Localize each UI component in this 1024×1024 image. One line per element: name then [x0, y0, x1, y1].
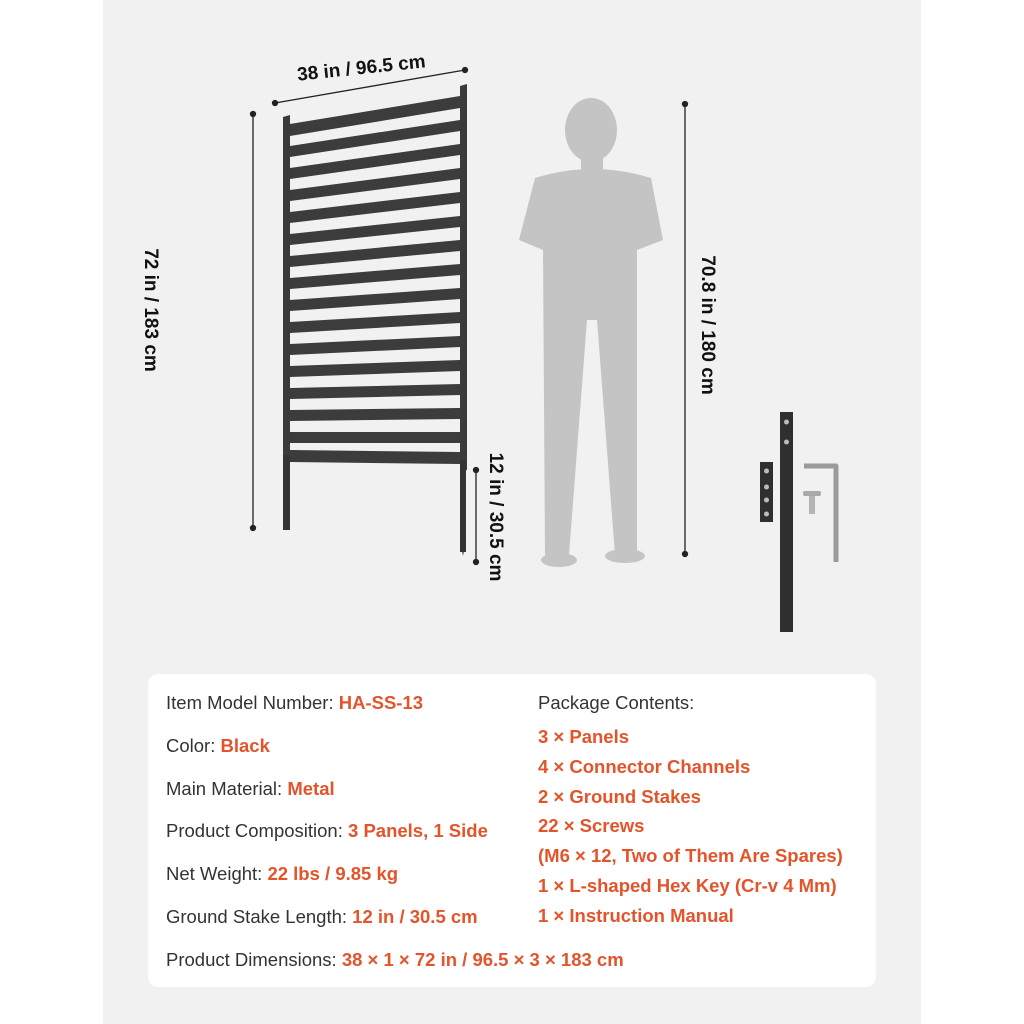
spec-material [166, 778, 335, 800]
spec-value: 22 lbs / 9.85 kg [267, 863, 399, 884]
product-info-page [103, 0, 921, 1024]
height-dimension-label: 72 in / 183 cm [140, 248, 161, 372]
spec-label: Ground Stake Length: [166, 906, 353, 927]
package-item: (M6 × 12, Two of Them Are Spares) [538, 845, 843, 867]
spec-value: Metal [287, 778, 335, 799]
spec-value: 38 × 1 × 72 in / 96.5 × 3 × 183 cm [341, 949, 624, 970]
spec-value: HA-SS-13 [338, 692, 424, 713]
fence-panel [283, 84, 467, 556]
illustration-svg [103, 0, 921, 660]
spec-label: Product Dimensions: [166, 949, 342, 970]
package-contents-heading: Package Contents: [538, 692, 695, 713]
package-contents-list [538, 722, 843, 931]
spec-weight [166, 863, 398, 885]
spec-value: 12 in / 30.5 cm [352, 906, 478, 927]
spec-label: Item Model Number: [166, 692, 339, 713]
spec-label: Color: [166, 735, 221, 756]
spec-model-number [166, 692, 423, 714]
package-item: 4 × Connector Channels [538, 755, 751, 777]
product-illustration [103, 0, 921, 660]
spec-color [166, 735, 270, 757]
stake-dimension-label: 12 in / 30.5 cm [485, 452, 506, 582]
spec-value: Black [220, 735, 270, 756]
spec-value: 3 Panels, 1 Side [348, 820, 488, 841]
spec-composition [166, 820, 488, 842]
spec-label: Net Weight: [166, 863, 268, 884]
spec-label: Main Material: [166, 778, 288, 799]
package-item: 1 × L-shaped Hex Key (Cr-v 4 Mm) [538, 874, 837, 896]
hardware-parts [760, 412, 836, 632]
spec-label: Product Composition: [166, 820, 349, 841]
spec-dimensions [166, 949, 624, 971]
spec-card [148, 674, 876, 987]
person-silhouette [519, 98, 663, 567]
person-height-label: 70.8 in / 180 cm [697, 255, 718, 395]
width-dimension-label: 38 in / 96.5 cm [296, 51, 427, 86]
package-item: 3 × Panels [538, 726, 630, 747]
package-item: 1 × Instruction Manual [538, 904, 734, 926]
package-item: 22 × Screws [538, 815, 645, 837]
package-item: 2 × Ground Stakes [538, 785, 701, 807]
spec-stake-length [166, 906, 478, 928]
